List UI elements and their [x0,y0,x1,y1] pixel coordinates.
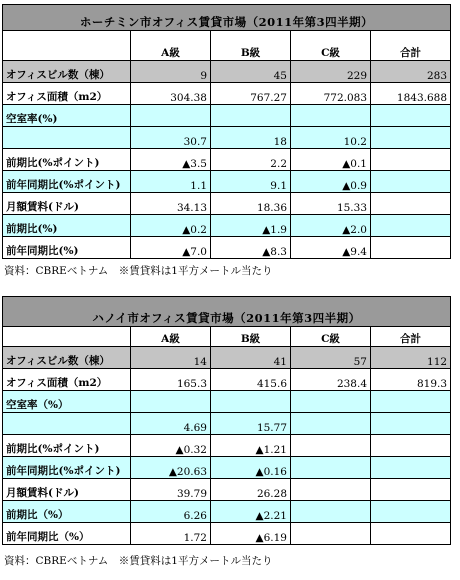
table-row [3,149,451,171]
hcmc-source-note: 資料：CBREベトナム ※賃貸料は1平方メートル当たり [4,265,273,277]
column-header: C級 [291,327,371,347]
table-row [3,215,451,237]
table-cell [291,501,371,523]
table-cell: ▲9.4 [291,237,371,259]
row-label: 前期比(%) [3,215,131,237]
table-cell [371,479,451,501]
table-cell: 9.1 [211,171,291,193]
table-cell [291,105,371,127]
table-cell [371,457,451,479]
table-row [3,457,451,479]
table-row [3,435,451,457]
table-cell [291,391,371,413]
row-label: 月額賃料(ドル) [3,193,131,215]
table-cell [211,391,291,413]
table-cell [371,193,451,215]
table-cell [291,479,371,501]
table-row [3,523,451,545]
table-cell [371,105,451,127]
table-cell: ▲0.32 [131,435,211,457]
table-cell: 112 [371,347,451,369]
table-row [3,479,451,501]
table-cell: 45 [211,61,291,83]
row-label: 前年同期比（%） [3,523,131,545]
table-cell: 18 [211,127,291,149]
row-label: 空室率（%） [3,391,131,413]
column-header: 合計 [371,327,451,347]
table-row [3,61,451,83]
table-cell [371,215,451,237]
table-cell: 415.6 [211,369,291,391]
table-cell [131,105,211,127]
table-cell [371,435,451,457]
row-label: 前期比(%ポイント) [3,435,131,457]
table-cell: ▲7.0 [131,237,211,259]
table-row [3,83,451,105]
table-cell: 229 [291,61,371,83]
column-header: C級 [291,31,371,61]
table-cell [291,413,371,435]
table-cell: ▲0.9 [291,171,371,193]
table-row [3,413,451,435]
row-label: 前年同期比(%ポイント) [3,171,131,193]
table-cell: ▲1.9 [211,215,291,237]
table-row [3,501,451,523]
hanoi-source-note: 資料：CBREベトナム ※賃貸料は1平方メートル当たり [4,555,273,567]
table-cell [211,105,291,127]
column-header: B級 [211,31,291,61]
table-cell: ▲3.5 [131,149,211,171]
table-cell: 57 [291,347,371,369]
table-cell: ▲2.0 [291,215,371,237]
table-cell [371,523,451,545]
hanoi-office-market-table [2,296,450,545]
table-title: ホーチミン市オフィス賃貸市場（2011年第3四半期） [3,5,451,31]
row-label: オフィス面積（m2） [3,83,131,105]
table-cell: 4.69 [131,413,211,435]
column-header: A級 [131,31,211,61]
table-cell: ▲20.63 [131,457,211,479]
row-label: 月額賃料(ドル) [3,479,131,501]
table-title-row [3,5,451,31]
table-cell: 10.2 [291,127,371,149]
table-cell: 18.36 [211,193,291,215]
table-row [3,127,451,149]
table-row [3,391,451,413]
table-cell: 819.3 [371,369,451,391]
row-label: 前期比（%） [3,501,131,523]
table-cell: 1.1 [131,171,211,193]
table-cell [371,413,451,435]
table-row [3,193,451,215]
table-cell: 767.27 [211,83,291,105]
table-cell: 9 [131,61,211,83]
table-cell: 15.33 [291,193,371,215]
table-cell: ▲1.21 [211,435,291,457]
table-cell [371,171,451,193]
row-label [3,127,131,149]
table-cell: ▲0.1 [291,149,371,171]
table-cell: 1.72 [131,523,211,545]
table-cell: ▲0.2 [131,215,211,237]
column-header: 合計 [371,31,451,61]
table-cell [371,127,451,149]
table-cell [291,457,371,479]
row-label [3,413,131,435]
column-header [3,31,131,61]
column-header [3,327,131,347]
table-cell [371,391,451,413]
table-cell: 39.79 [131,479,211,501]
column-header-row [3,31,451,61]
table-row [3,105,451,127]
table-cell [371,149,451,171]
row-label: 前期比(%ポイント) [3,149,131,171]
row-label: 空室率(%) [3,105,131,127]
table-cell: 34.13 [131,193,211,215]
hcmc-office-market-table [2,4,450,259]
table-title: ハノイ市オフィス賃貸市場（2011年第3四半期） [3,297,451,327]
table-row [3,171,451,193]
table-cell: 1843.688 [371,83,451,105]
table-cell: 165.3 [131,369,211,391]
column-header: A級 [131,327,211,347]
row-label: オフィスビル数（棟） [3,347,131,369]
column-header-row [3,327,451,347]
table-cell: ▲8.3 [211,237,291,259]
table-cell: ▲2.21 [211,501,291,523]
table-cell: 41 [211,347,291,369]
table-cell: 14 [131,347,211,369]
table-cell: ▲6.19 [211,523,291,545]
table-cell: 26.28 [211,479,291,501]
table-cell: 772.083 [291,83,371,105]
column-header: B級 [211,327,291,347]
table-cell [291,523,371,545]
table-cell: 30.7 [131,127,211,149]
table-row [3,237,451,259]
table-cell [371,237,451,259]
table-cell [371,501,451,523]
table-cell: 238.4 [291,369,371,391]
table-cell [131,391,211,413]
table-row [3,369,451,391]
table-cell: 15.77 [211,413,291,435]
table-row [3,347,451,369]
table-title-row [3,297,451,327]
table-cell: 283 [371,61,451,83]
row-label: 前年同期比(%) [3,237,131,259]
table-cell: 2.2 [211,149,291,171]
table-cell: ▲0.16 [211,457,291,479]
row-label: オフィスビル数（棟） [3,61,131,83]
table-cell [291,435,371,457]
row-label: 前年同期比(%ポイント) [3,457,131,479]
table-cell: 6.26 [131,501,211,523]
table-cell: 304.38 [131,83,211,105]
row-label: オフィス面積（m2） [3,369,131,391]
